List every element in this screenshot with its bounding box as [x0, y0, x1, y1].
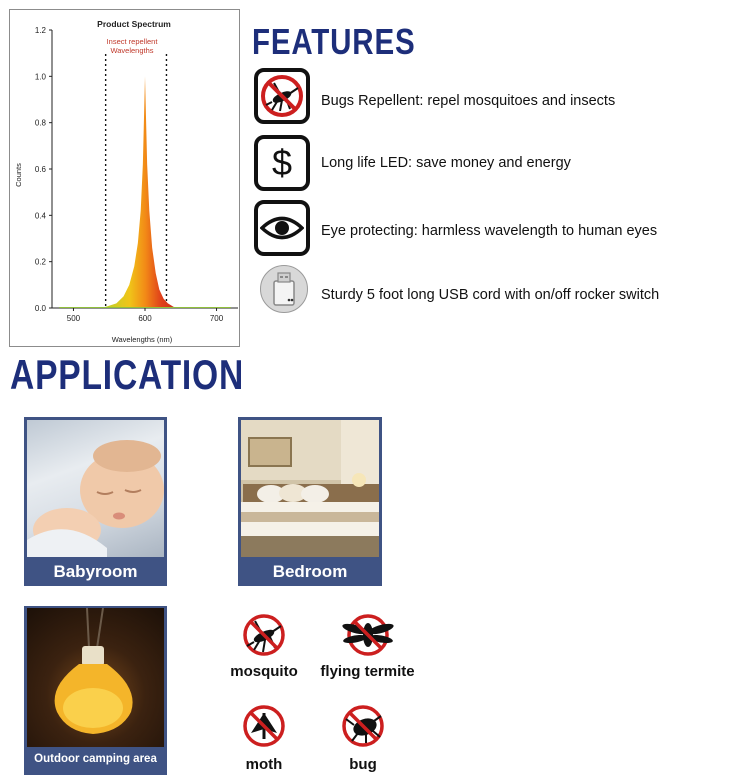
- chart-y-tick-label: 1.2: [34, 26, 46, 35]
- bedroom-tile: [238, 417, 382, 586]
- no-moth-icon: [241, 703, 287, 749]
- outdoor-camping-label: Outdoor camping area: [34, 753, 157, 765]
- spectrum-chart-svg: [10, 10, 241, 348]
- chart-y-tick-label: 0.2: [34, 257, 46, 267]
- feature-eye-text: Eye protecting: harmless wavelength to human eyes: [321, 223, 658, 239]
- pest-bug-label: bug: [349, 756, 377, 773]
- chart-title: Product Spectrum: [97, 19, 171, 29]
- chart-x-tick-label: 500: [66, 314, 81, 323]
- chart-xlabel: Wavelengths (nm): [111, 335, 173, 344]
- no-mosquito-icon: [241, 612, 287, 658]
- dollar-icon: $: [254, 135, 310, 191]
- chart-y-tick-label: 1.0: [34, 72, 46, 82]
- usb-plug-icon: [260, 265, 308, 313]
- bedroom-photo: [241, 420, 379, 557]
- chart-y-tick-label: 0.4: [34, 211, 46, 221]
- outdoor-camping-tile: [24, 606, 167, 775]
- chart-x-tick-label: 600: [138, 314, 152, 323]
- baby-sleeping-photo: [27, 420, 164, 557]
- chart-spectrum-area: [102, 76, 181, 308]
- chart-y-tick-label: 0.8: [34, 118, 46, 128]
- chart-plot-area: [35, 26, 238, 323]
- pest-mosquito: [219, 612, 309, 680]
- pest-moth: [219, 703, 309, 773]
- chart-x-tick-label: 700: [209, 314, 224, 323]
- pest-mosquito-label: mosquito: [230, 663, 298, 680]
- pest-bug: [318, 703, 408, 773]
- bedroom-label: Bedroom: [272, 562, 348, 581]
- chart-ylabel: Counts: [14, 163, 23, 187]
- no-termite-icon: [338, 612, 398, 658]
- bulb-photo: [27, 608, 164, 747]
- eye-icon: [254, 200, 310, 256]
- chart-y-tick-label: 0.0: [34, 304, 46, 313]
- application-title: APPLICATION: [10, 351, 245, 398]
- no-mosquito-icon: [254, 68, 310, 124]
- chart-y-tick-label: 0.6: [34, 165, 46, 174]
- chart-annotation-line1: Insect repellent: [106, 37, 158, 46]
- features-title: FEATURES: [252, 21, 416, 62]
- pest-flying-termite: [320, 612, 415, 680]
- feature-bugs-text: Bugs Repellent: repel mosquitoes and insects: [321, 93, 616, 109]
- pest-flying-termite-label: flying termite: [320, 663, 415, 680]
- no-bug-icon: [340, 703, 386, 749]
- chart-annotation-line2: Wavelengths: [110, 46, 154, 55]
- babyroom-tile: [24, 417, 167, 586]
- feature-led-text: Long life LED: save money and energy: [321, 155, 571, 171]
- pest-moth-label: moth: [245, 756, 283, 773]
- feature-usb-text: Sturdy 5 foot long USB cord with on/off rocker switch: [321, 287, 660, 303]
- babyroom-label: Babyroom: [53, 562, 138, 581]
- spectrum-chart: [9, 9, 240, 347]
